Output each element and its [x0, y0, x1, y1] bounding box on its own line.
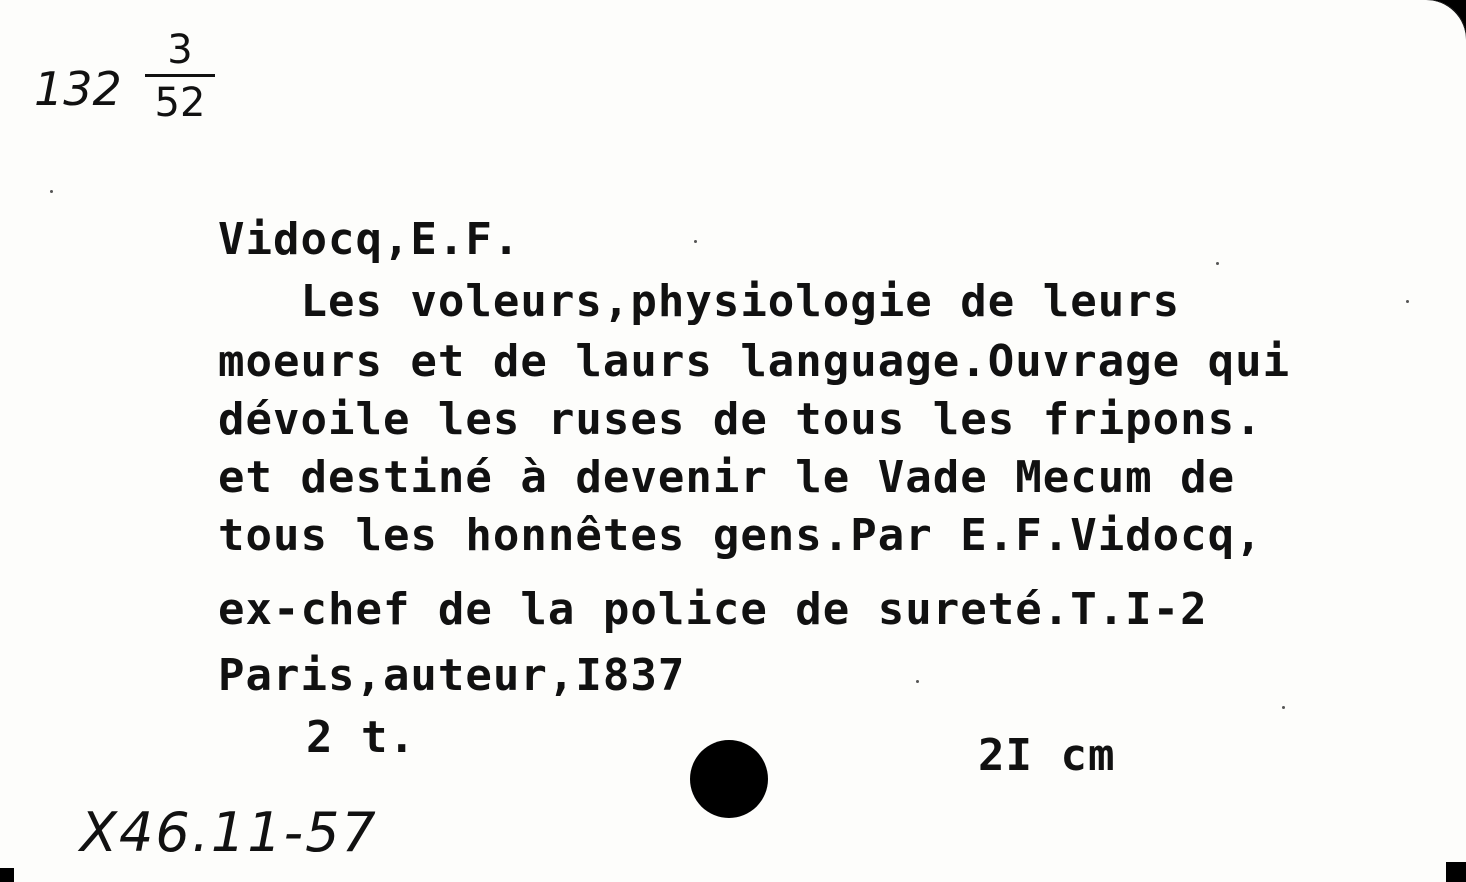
title-line-2: moeurs et de laurs language.Ouvrage qui — [218, 336, 1291, 387]
card-corner-top-right-curve — [1386, 0, 1466, 80]
size-dimension: 2I cm — [978, 730, 1116, 781]
shelfmark-denominator: 52 — [154, 80, 206, 126]
inventory-mark: X46.11-57 — [80, 801, 378, 864]
punch-hole — [690, 740, 768, 818]
paper-speck — [50, 190, 53, 193]
shelfmark-numerator: 3 — [167, 27, 193, 73]
title-line-1: Les voleurs,physiologie de leurs — [218, 276, 1181, 327]
paper-speck — [694, 240, 697, 243]
fraction-bar — [145, 74, 215, 77]
title-line-3: dévoile les ruses de tous les fripons. — [218, 394, 1263, 445]
card-corner-bottom-left — [0, 868, 14, 882]
paper-speck — [1406, 300, 1409, 303]
title-line-6: ex-chef de la police de sureté.T.I-2 — [218, 584, 1208, 635]
paper-speck — [916, 680, 919, 683]
paper-speck — [1282, 706, 1285, 709]
shelfmark-fraction — [145, 27, 215, 126]
paper-speck — [1216, 262, 1219, 265]
title-line-5: tous les honnêtes gens.Par E.F.Vidocq, — [218, 510, 1263, 561]
title-line-4: et destiné à devenir le Vade Mecum de — [218, 452, 1236, 503]
author-line: Vidocq,E.F. — [218, 214, 521, 265]
imprint-line: Paris,auteur,I837 — [218, 650, 686, 701]
volumes-count: 2 t. — [306, 712, 416, 763]
card-corner-bottom-right — [1446, 862, 1466, 882]
shelfmark-main: 132 — [34, 62, 122, 116]
